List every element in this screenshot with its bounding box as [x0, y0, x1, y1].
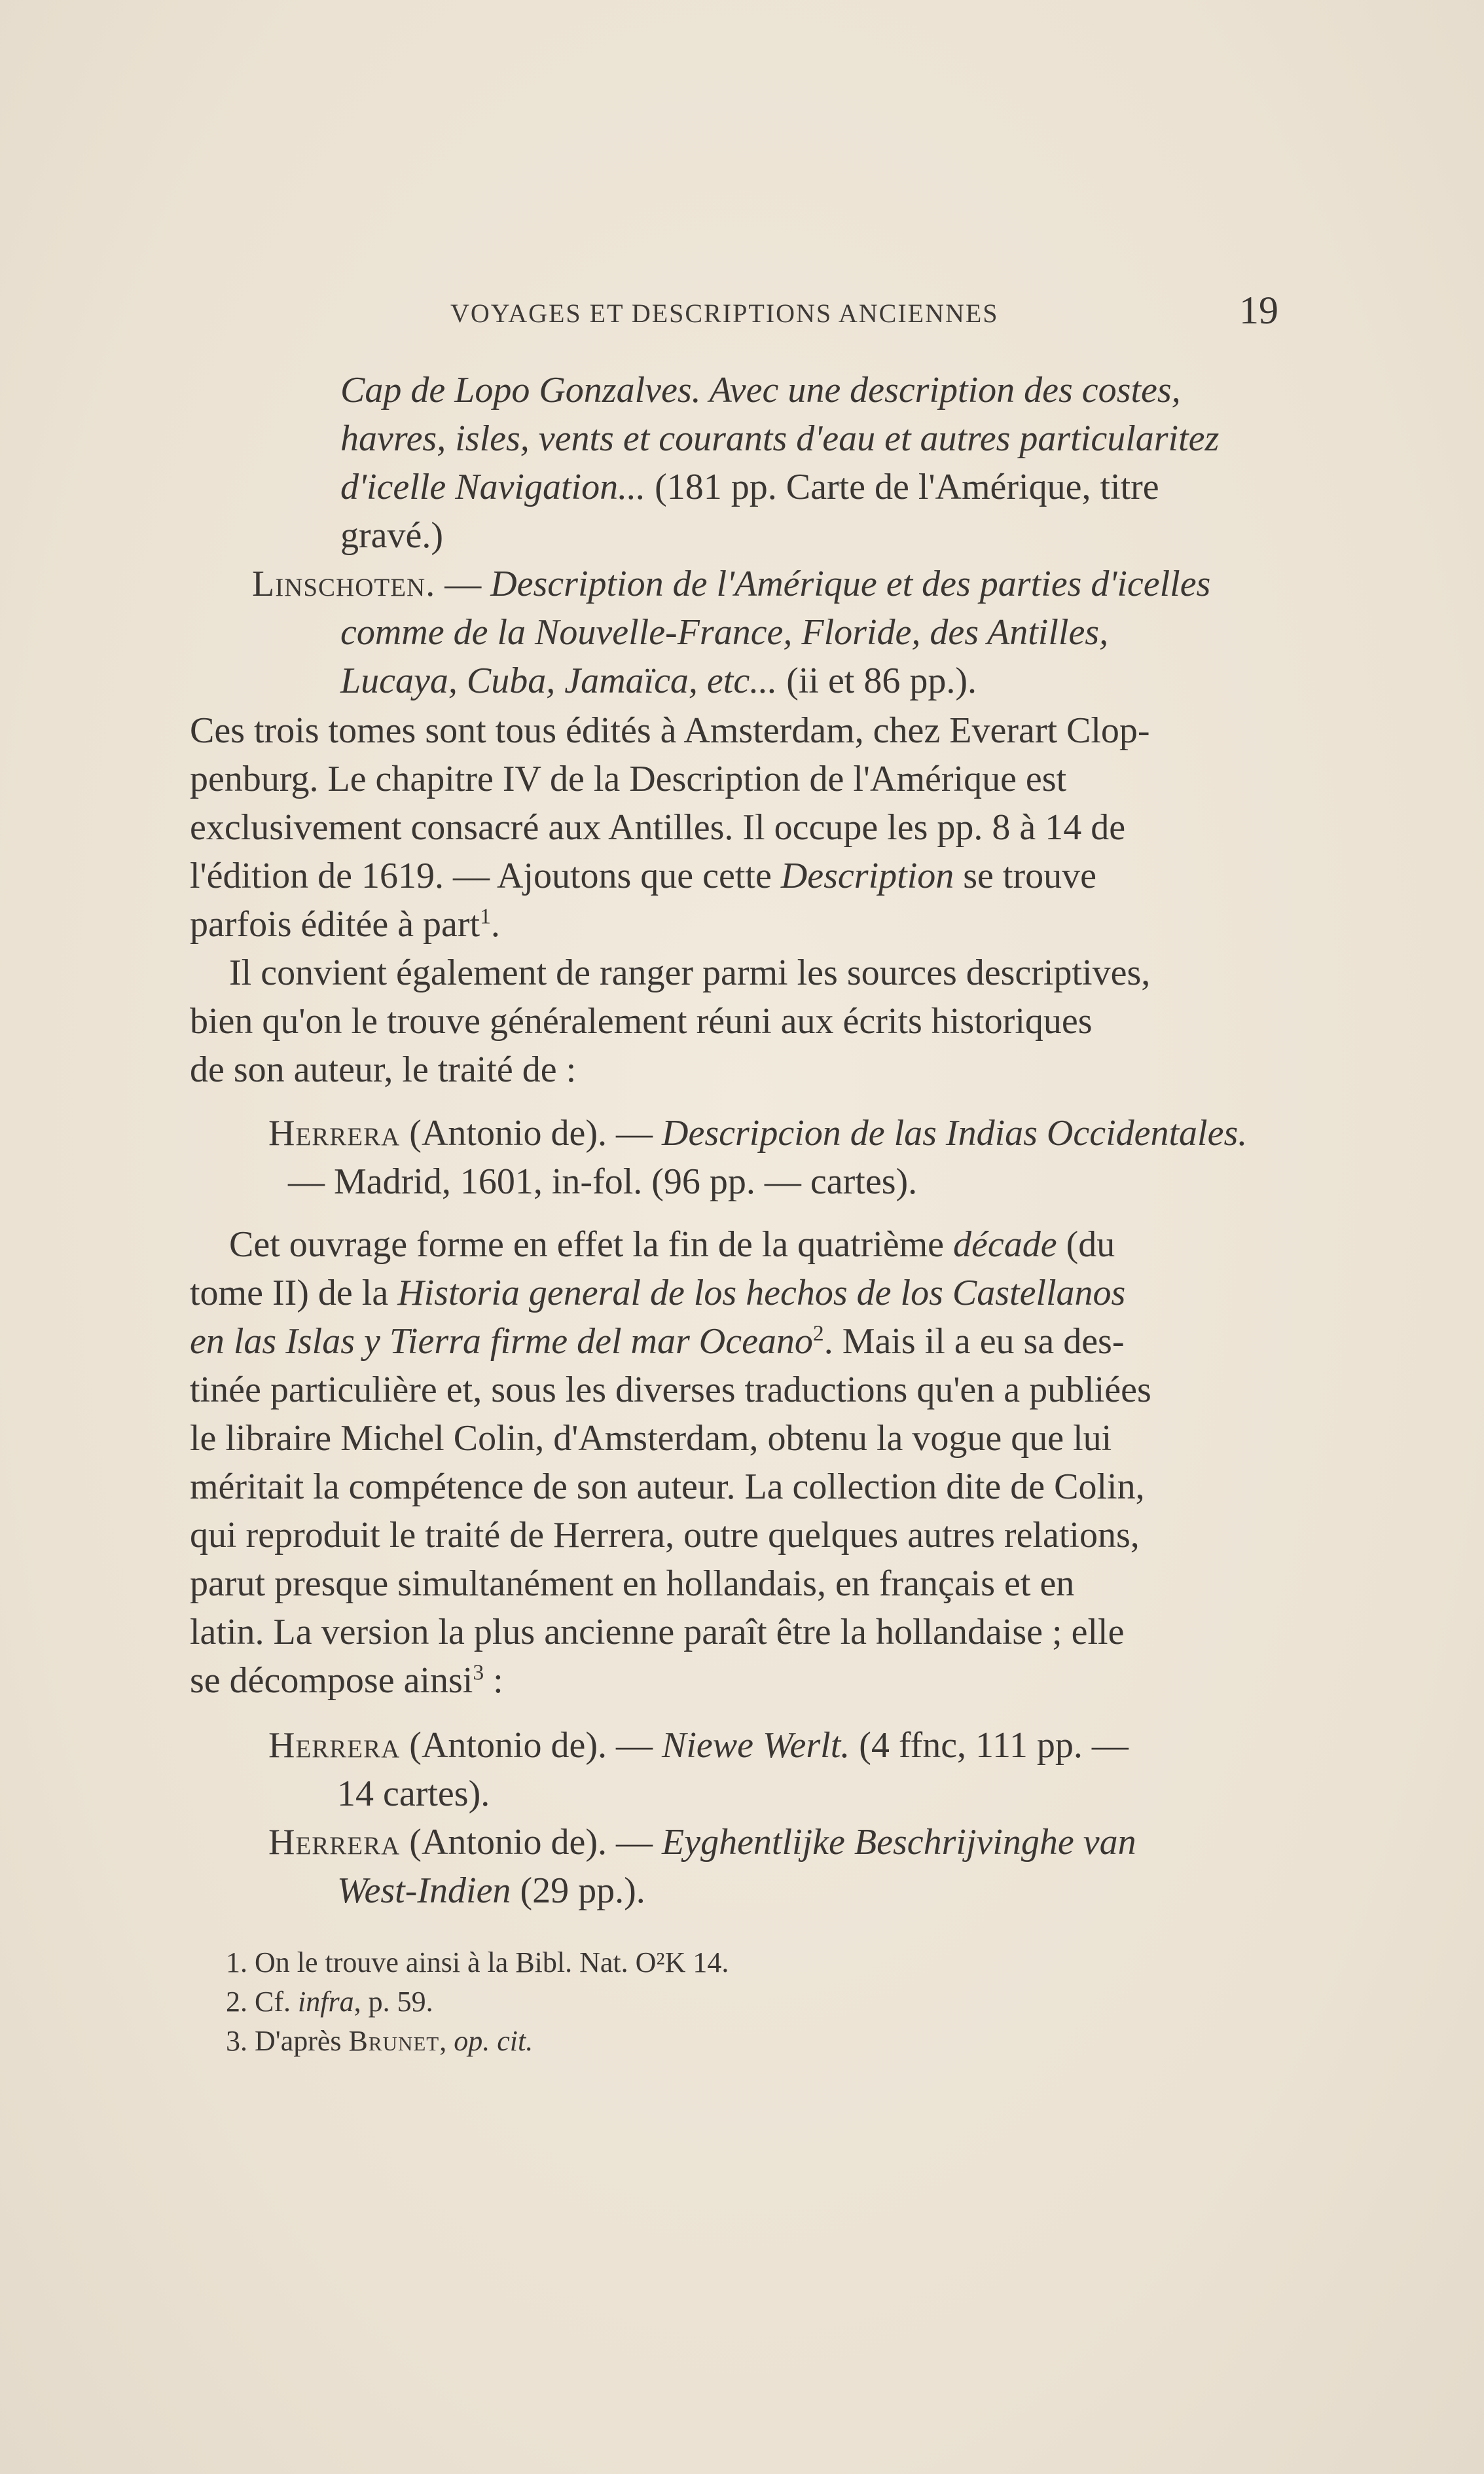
- para3-line-1: [229, 1221, 1115, 1268]
- footnote-3-italic: op. cit.: [454, 2025, 534, 2057]
- footnote-ref-1[interactable]: 1: [480, 904, 491, 929]
- herrera1-plain: (Antonio de). —: [400, 1113, 662, 1154]
- para1-line-4: [190, 852, 1096, 900]
- lin-title: Description de l'Amérique et des parties d'icelles: [490, 564, 1211, 604]
- footnote-2: [226, 1984, 433, 2020]
- para3-line-5: le libraire Michel Colin, d'Amsterdam, obtenu la vogue que lui: [190, 1418, 1112, 1459]
- footnote-1-text: On le trouve ainsi à la Bibl. Nat. O²K 14.: [255, 1946, 729, 1978]
- para3-line-6: méritait la compétence de son auteur. La collection dite de Colin,: [190, 1466, 1145, 1507]
- herrera1-line-1: [268, 1110, 1247, 1157]
- page-number: 19: [1239, 289, 1278, 332]
- para3-line-8: parut presque simultanément en hollandais, en français et en: [190, 1563, 1075, 1604]
- para2-line-1: Il convient également de ranger parmi les sources descriptives,: [229, 953, 1151, 993]
- herrera3-line-2-italic: West-Indien: [337, 1870, 511, 1911]
- author-herrera-2: Herrera: [268, 1725, 401, 1766]
- herrera3-title: Eyghentlijke Beschrijvinghe van: [662, 1822, 1136, 1863]
- para3-line-4: tinée particulière et, sous les diverses traductions qu'en a publiées: [190, 1370, 1151, 1410]
- herrera2-line-1: [268, 1722, 1129, 1769]
- herrera2-end: (4 ffnc, 111 pp. —: [850, 1725, 1129, 1766]
- footnote-2-italic: infra: [298, 1986, 354, 2018]
- footnote-3: [226, 2023, 533, 2060]
- herrera3-plain: (Antonio de). —: [400, 1822, 662, 1863]
- author-herrera-1: Herrera: [268, 1113, 401, 1154]
- para3-line-2: [190, 1269, 1125, 1317]
- footnote-2-number: 2.: [226, 1986, 247, 2018]
- footnote-3-sep: ,: [439, 2025, 454, 2057]
- herrera3-line-1: [268, 1819, 1136, 1866]
- cap-line-1: Cap de Lopo Gonzalves. Avec une description des costes,: [340, 370, 1181, 410]
- para3-line-10-text: se décompose ainsi: [190, 1660, 473, 1701]
- footnote-3-author: Brunet: [348, 2025, 440, 2057]
- para3-line-1-italic: décade: [953, 1224, 1057, 1265]
- para1-line-5: [190, 901, 500, 948]
- footnote-1-number: 1.: [226, 1946, 247, 1978]
- cap-line-3: [340, 464, 1159, 511]
- herrera1-line-2: — Madrid, 1601, in-fol. (96 pp. — cartes).: [288, 1161, 918, 1202]
- cap-line-2: havres, isles, vents et courants d'eau et autres particularitez: [340, 418, 1220, 459]
- footnote-2-text: , p. 59.: [353, 1986, 433, 2018]
- lin-line-3-italic: Lucaya, Cuba, Jamaïca, etc...: [340, 661, 778, 701]
- herrera2-line-2: 14 cartes).: [337, 1774, 490, 1814]
- lin-dash: —: [435, 564, 491, 604]
- para3-line-1-end: (du: [1057, 1224, 1115, 1265]
- para3-line-3-end: . Mais il a eu sa des-: [823, 1321, 1125, 1362]
- para3-line-2-italic: Historia general de los hechos de los Castellanos: [397, 1273, 1126, 1313]
- para3-line-2-plain: tome II) de la: [190, 1273, 398, 1313]
- footnote-1: [226, 1944, 729, 1981]
- para3-line-10: [190, 1657, 503, 1704]
- para1-line-5-end: .: [490, 904, 500, 945]
- cap-line-4: gravé.): [340, 515, 444, 556]
- herrera2-title: Niewe Werlt.: [662, 1725, 850, 1766]
- para3-line-10-end: :: [484, 1660, 503, 1701]
- para3-line-9: latin. La version la plus ancienne paraît être la hollandaise ; elle: [190, 1612, 1125, 1652]
- para1-line-2: penburg. Le chapitre IV de la Description de l'Amérique est: [190, 759, 1067, 799]
- para3-line-7: qui reproduit le traité de Herrera, outre quelques autres relations,: [190, 1515, 1140, 1555]
- linschoten-line-2: comme de la Nouvelle-France, Floride, des Antilles,: [340, 612, 1109, 653]
- para3-line-1-plain: Cet ouvrage forme en effet la fin de la quatrième: [229, 1224, 954, 1265]
- footnote-2-prefix: Cf.: [255, 1986, 298, 2018]
- running-title: VOYAGES ET DESCRIPTIONS ANCIENNES: [450, 299, 999, 328]
- author-linschoten: Linschoten.: [252, 564, 436, 604]
- para1-line-4-italic: Description: [780, 856, 954, 896]
- para2-line-2: bien qu'on le trouve généralement réuni aux écrits historiques: [190, 1001, 1093, 1042]
- cap-line-3-italic: d'icelle Navigation...: [340, 467, 646, 507]
- author-herrera-3: Herrera: [268, 1822, 401, 1863]
- para3-line-3: [190, 1318, 1125, 1365]
- footnote-ref-3[interactable]: 3: [473, 1660, 484, 1685]
- linschoten-line-3: [340, 657, 977, 704]
- herrera2-plain: (Antonio de). —: [400, 1725, 662, 1766]
- herrera3-line-2-end: (29 pp.).: [511, 1870, 645, 1911]
- para1-line-3: exclusivement consacré aux Antilles. Il occupe les pp. 8 à 14 de: [190, 807, 1126, 848]
- footnote-3-number: 3.: [226, 2025, 247, 2057]
- para3-line-3-italic: en las Islas y Tierra firme del mar Oceano: [190, 1321, 813, 1362]
- herrera1-title: Descripcion de las Indias Occidentales.: [662, 1113, 1248, 1154]
- herrera3-line-2: [337, 1867, 645, 1914]
- para1-line-4-plain: l'édition de 1619. — Ajoutons que cette: [190, 856, 781, 896]
- footnote-ref-2[interactable]: 2: [812, 1321, 824, 1346]
- para1-line-4-end: se trouve: [954, 856, 1096, 896]
- para2-line-3: de son auteur, le traité de :: [190, 1049, 577, 1090]
- footnote-3-prefix: D'après: [255, 2025, 349, 2057]
- linschoten-line-1: [252, 560, 1210, 608]
- cap-line-3-plain: (181 pp. Carte de l'Amérique, titre: [645, 467, 1159, 507]
- para1-line-1: Ces trois tomes sont tous édités à Amsterdam, chez Everart Clop-: [190, 710, 1150, 751]
- lin-line-3-plain: (ii et 86 pp.).: [777, 661, 977, 701]
- para1-line-5-text: parfois éditée à part: [190, 904, 480, 945]
